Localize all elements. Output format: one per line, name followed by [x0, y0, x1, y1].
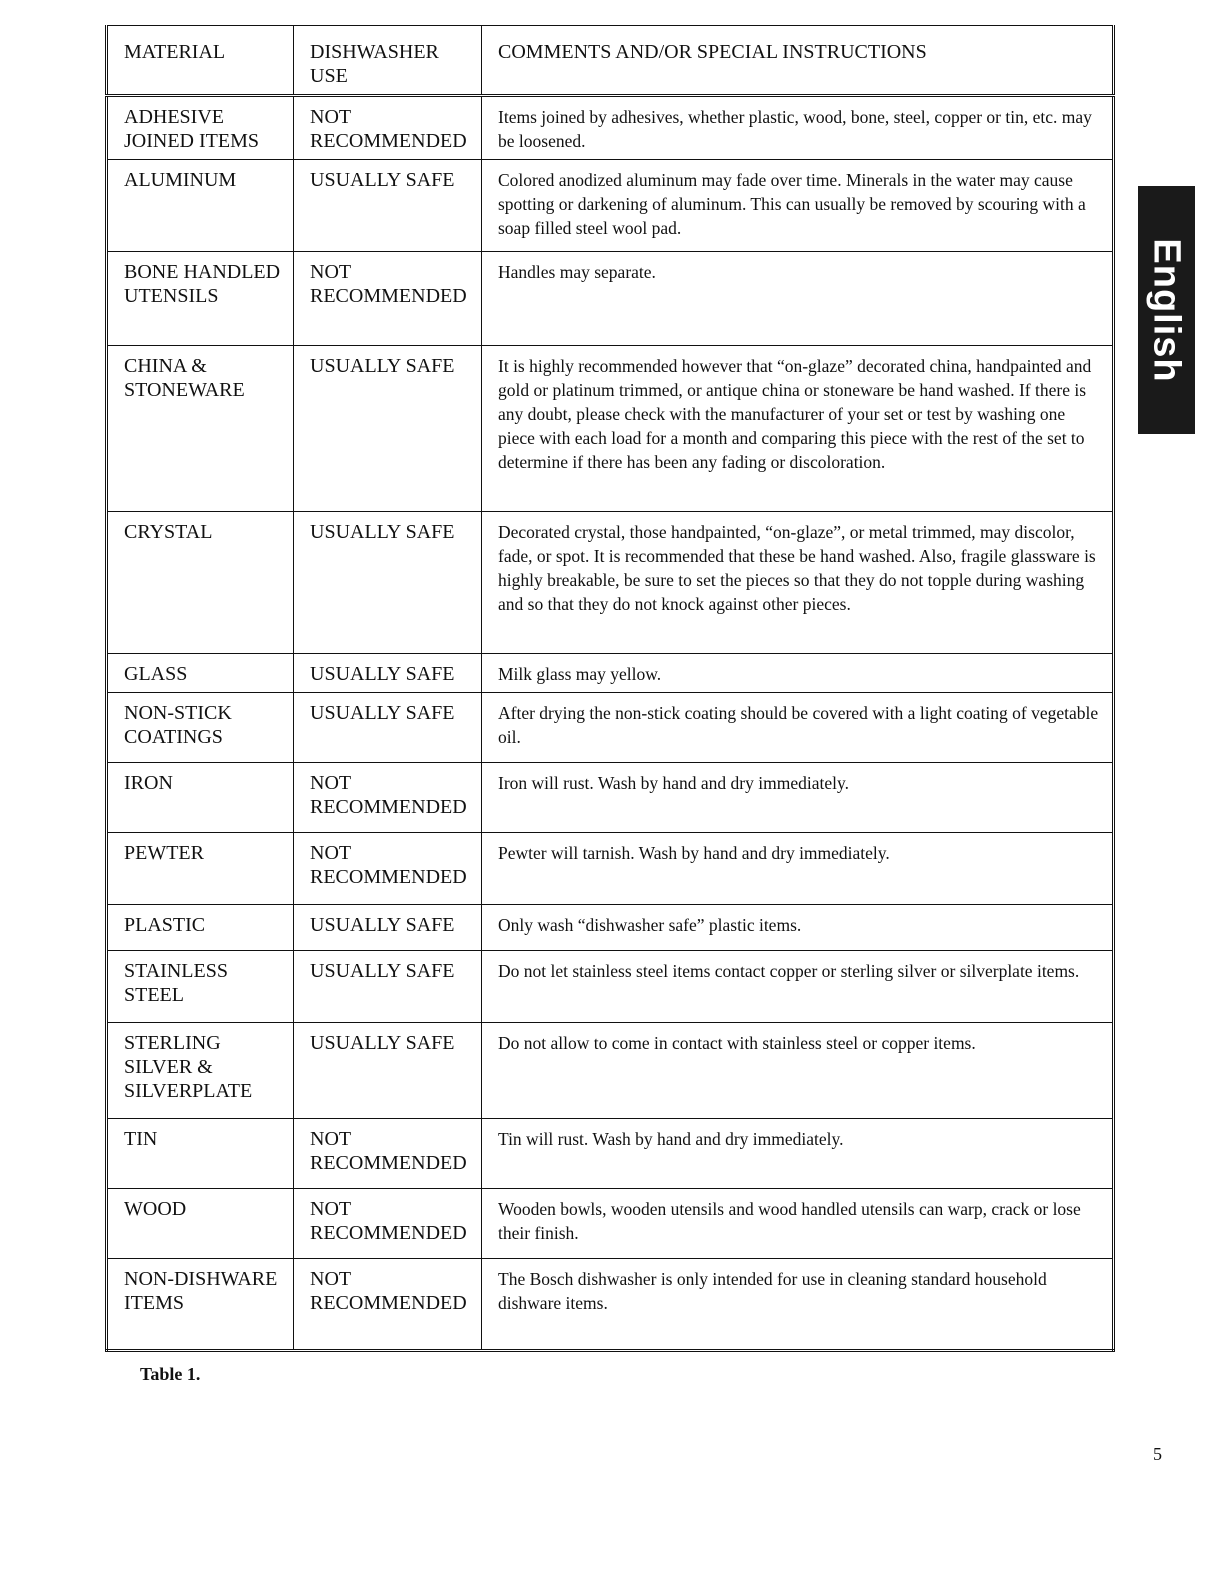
use-cell: NOT RECOMMENDED: [294, 1189, 482, 1259]
table-row: [107, 160, 1114, 252]
table-row: [107, 346, 1114, 512]
material-cell: CRYSTAL: [107, 512, 294, 654]
material-cell: GLASS: [107, 654, 294, 693]
material-cell: IRON: [107, 763, 294, 833]
use-cell: USUALLY SAFE: [294, 512, 482, 654]
use-cell: USUALLY SAFE: [294, 654, 482, 693]
table-row: [107, 1023, 1114, 1119]
use-cell: NOT RECOMMENDED: [294, 763, 482, 833]
material-cell: WOOD: [107, 1189, 294, 1259]
comment-cell: Items joined by adhesives, whether plastic, wood, bone, steel, copper or tin, etc. may be loosened.: [482, 96, 1114, 160]
table-header-row: [107, 26, 1114, 96]
table-row: [107, 512, 1114, 654]
table-row: [107, 96, 1114, 160]
use-cell: NOT RECOMMENDED: [294, 1259, 482, 1351]
material-cell: STERLING SILVER & SILVERPLATE: [107, 1023, 294, 1119]
materials-table: [105, 25, 1115, 1352]
material-cell: NON-STICK COATINGS: [107, 693, 294, 763]
comment-cell: Only wash “dishwasher safe” plastic items.: [482, 905, 1114, 951]
comment-cell: Pewter will tarnish. Wash by hand and dry immediately.: [482, 833, 1114, 905]
table-caption: Table 1.: [140, 1364, 201, 1384]
use-cell: USUALLY SAFE: [294, 693, 482, 763]
material-cell: PLASTIC: [107, 905, 294, 951]
table-row: [107, 1259, 1114, 1351]
comment-cell: The Bosch dishwasher is only intended for use in cleaning standard household dishware items.: [482, 1259, 1114, 1351]
table-row: [107, 951, 1114, 1023]
comment-cell: Colored anodized aluminum may fade over time. Minerals in the water may cause spotting or darkening of aluminum. This can usually be removed by scouring with a soap filled steel wool pad.: [482, 160, 1114, 252]
comment-cell: Wooden bowls, wooden utensils and wood handled utensils can warp, crack or lose their finish.: [482, 1189, 1114, 1259]
use-cell: NOT RECOMMENDED: [294, 252, 482, 346]
material-cell: NON-DISHWARE ITEMS: [107, 1259, 294, 1351]
comment-cell: Decorated crystal, those handpainted, “on-glaze”, or metal trimmed, may discolor, fade, or spot. It is recommended that these be hand washed. Also, fragile glassware is highly breakable, be sure to set the pieces so that they do not topple during washing and so that they do not knock against other pieces.: [482, 512, 1114, 654]
use-cell: NOT RECOMMENDED: [294, 833, 482, 905]
table-row: [107, 763, 1114, 833]
comment-cell: Milk glass may yellow.: [482, 654, 1114, 693]
material-cell: CHINA & STONEWARE: [107, 346, 294, 512]
table-row: [107, 833, 1114, 905]
header-comments: COMMENTS AND/OR SPECIAL INSTRUCTIONS: [482, 26, 1114, 96]
header-dishwasher-use: DISHWASHER USE: [294, 26, 482, 96]
table-row: [107, 1189, 1114, 1259]
material-cell: ADHESIVE JOINED ITEMS: [107, 96, 294, 160]
material-cell: STAINLESS STEEL: [107, 951, 294, 1023]
material-cell: TIN: [107, 1119, 294, 1189]
material-cell: PEWTER: [107, 833, 294, 905]
table-row: [107, 905, 1114, 951]
material-cell: BONE HANDLED UTENSILS: [107, 252, 294, 346]
table-row: [107, 693, 1114, 763]
table-row: [107, 1119, 1114, 1189]
language-tab: [1138, 186, 1195, 434]
comment-cell: Handles may separate.: [482, 252, 1114, 346]
comment-cell: Do not let stainless steel items contact copper or sterling silver or silverplate items.: [482, 951, 1114, 1023]
table-row: [107, 654, 1114, 693]
material-cell: ALUMINUM: [107, 160, 294, 252]
comment-cell: Tin will rust. Wash by hand and dry immediately.: [482, 1119, 1114, 1189]
use-cell: NOT RECOMMENDED: [294, 96, 482, 160]
header-material: MATERIAL: [107, 26, 294, 96]
comment-cell: It is highly recommended however that “on-glaze” decorated china, handpainted and gold or platinum trimmed, or antique china or stoneware be hand washed. If there is any doubt, please check with the manufacturer of your set or test by washing one piece with each load for a month and comparing this piece with the rest of the set to determine if there has been any fading or discoloration.: [482, 346, 1114, 512]
comment-cell: Do not allow to come in contact with stainless steel or copper items.: [482, 1023, 1114, 1119]
use-cell: USUALLY SAFE: [294, 905, 482, 951]
use-cell: USUALLY SAFE: [294, 951, 482, 1023]
use-cell: USUALLY SAFE: [294, 160, 482, 252]
use-cell: USUALLY SAFE: [294, 346, 482, 512]
use-cell: USUALLY SAFE: [294, 1023, 482, 1119]
language-tab-label: English: [1146, 237, 1189, 383]
page-number: 5: [1153, 1444, 1162, 1464]
use-cell: NOT RECOMMENDED: [294, 1119, 482, 1189]
comment-cell: Iron will rust. Wash by hand and dry immediately.: [482, 763, 1114, 833]
table-row: [107, 252, 1114, 346]
comment-cell: After drying the non-stick coating should be covered with a light coating of vegetable oil.: [482, 693, 1114, 763]
